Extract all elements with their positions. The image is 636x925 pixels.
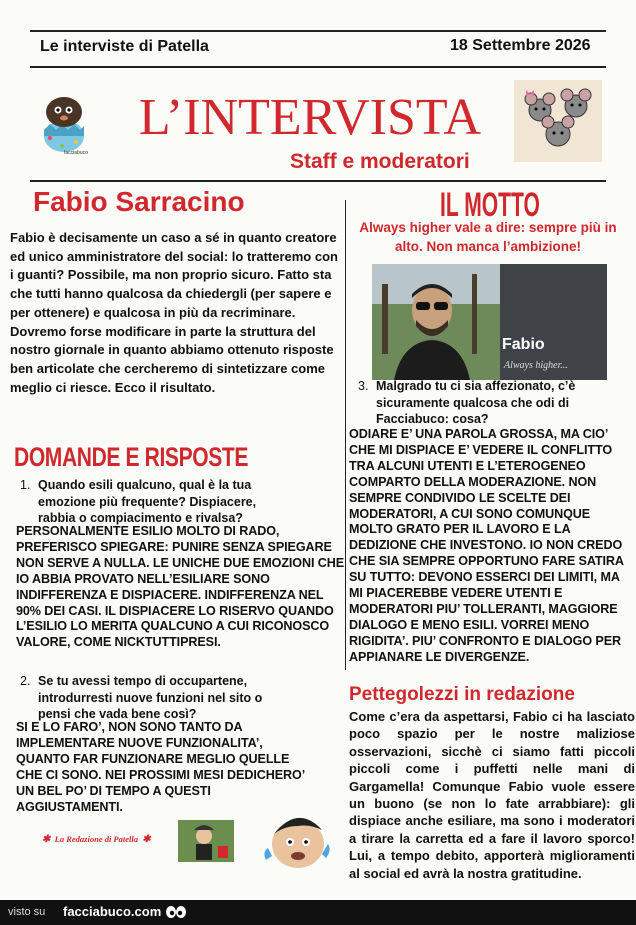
intro-paragraph: Fabio è decisamente un caso a sé in quanto creatore ed unico amministratore del social: lo tratteremo con i guanti? Possibile, ma non proprio sicuro. Fatto sta che tutti hanno qualcosa da chiedergli (per sapere e per ottenere) e qualcosa in più da recriminare. Dovremo forse modificare in parte la struttura del nostro giornale in quanto abbiamo ottenuto risposte ben articolate che cercheremo di sintetizzare come meglio ci riesce. Ecco il risultato. [10, 230, 338, 395]
masthead-title: L’INTERVISTA [138, 89, 482, 146]
header-rule [30, 66, 606, 68]
interviewee-name: Fabio Sarracino [33, 186, 245, 217]
interviewee-photo [372, 264, 607, 380]
hedgehog-egg-icon [36, 90, 92, 158]
mice-illustration [514, 80, 602, 162]
portrait-photo-icon [372, 264, 607, 380]
smurfs-cartoon [258, 800, 338, 880]
question-number: 1. [20, 478, 31, 492]
footer-brand-link[interactable]: facciabuco.com [63, 904, 162, 919]
top-rule [30, 30, 606, 32]
gargamel-icon [178, 820, 234, 862]
gossip-paragraph: Come c’era da aspettarsi, Fabio ci ha lasciato poco spazio per le nostre maliziose osservazioni, sicchè ci siamo fatti piccoli piccoli come i puffetti nelle mani di Gargamella! Comunque Fabio vuole essere un buono (se non lo fate arrabbiare): gli dispiace anche esiliare, ma sono i moderatori a tirare la carretta ed a fare il lavoro sporco! Lui, a tempo debito, apporterà miglioramenti al social ed avrà la nostra gratitudine. [349, 709, 635, 881]
star-icon: ✱ [142, 834, 151, 845]
question-number: 3. [358, 379, 369, 393]
question-1 [20, 477, 280, 527]
motto-text: Always higher vale a dire: sempre più in alto. Non manca l’ambizione! [359, 220, 617, 254]
eyes-logo-icon [165, 904, 187, 925]
answer-3: ODIARE E’ UNA PAROLA GROSSA, MA CIO’ CHE MI DISPIACE E’ VEDERE IL CONFLITTO TRA ALCUNI UTENTI E L’ETEROGENEO COMPARTO DELLA MODERAZIONE. NON SEMPRE CONDIVIDO LE SCELTE DEI MODERATORI, A CUI SONO COMUNQUE MOLTO GRATO PER IL LAVORO E LA DEDIZIONE CHE INVESTONO. IO NON CREDO CHE SIA SEMPRE OPPORTUNO FARE SATIRA SU TUTTO: DEVONO ESSERCI DEI LIMITI, MA MI PIACEREBBE VEDERE UTENTI E MODERATORI PIU’ TOLLERANTI, MAGGIORE DIALOGO E MENO ESILI. VORREI MENO RIGIDITA’. PIU’ CONFRONTO E DIALOGO PER APPIANARE LE DIVERGENZE. [349, 427, 624, 664]
question-3 [358, 378, 628, 428]
star-icon: ✱ [42, 834, 51, 845]
footer-bar [0, 900, 636, 925]
column-name: Le interviste di Patella [40, 38, 209, 55]
gargamel-cartoon [178, 820, 234, 862]
column-divider [345, 200, 346, 670]
question-text: Malgrado tu ci sia affezionato, c’è sicuramente qualcosa che odi di Facciabuco: cosa? [376, 379, 576, 426]
photo-caption-name: Fabio [502, 336, 545, 353]
answer-2: SI E LO FARO’, NON SONO TANTO DA IMPLEMENTARE NUOVE FUNZIONALITA’, QUANTO FAR FUNZIONARE MEGLIO QUELLE CHE CI SONO. NEI PROSSIMI MESI DEDICHERO’ UN BEL PO’ DI TEMPO A QUESTI AGGIUSTAMENTI. [16, 720, 305, 814]
signature-text: La Redazione di Patella [54, 834, 138, 844]
issue-date: 18 Settembre 2026 [450, 37, 591, 54]
footer-prefix: visto su [8, 906, 46, 918]
gossip-title: Pettegolezzi in redazione [349, 684, 575, 705]
question-2 [20, 673, 290, 723]
motto-title: IL MOTTO [440, 186, 540, 224]
question-text: Quando esili qualcuno, qual è la tua emozione più frequente? Dispiacere, rabbia o compiacimento e rivalsa? [38, 478, 257, 525]
smurf-icon [258, 800, 338, 880]
masthead-subtitle: Staff e moderatori [290, 150, 470, 173]
question-text: Se tu avessi tempo di occupartene, introdurresti nuove funzioni nel sito o pensi che vada bene così? [38, 674, 263, 721]
question-number: 2. [20, 674, 31, 688]
editorial-signature [42, 834, 151, 845]
photo-caption-sub: Always higher... [504, 360, 568, 371]
facciabuco-logo [36, 90, 92, 158]
mice-icon [514, 80, 602, 162]
logo-caption: facciabuco [64, 150, 88, 156]
masthead-rule [30, 180, 606, 182]
qa-section-title: DOMANDE E RISPOSTE [14, 442, 249, 472]
answer-1: PERSONALMENTE ESILIO MOLTO DI RADO, PREFERISCO SPIEGARE: PUNIRE SENZA SPIEGARE NON SERVE A NULLA. LE UNICHE DUE EMOZIONI CHE IO ABBIA PROVATO NELL’ESILIARE SONO INDIFFERENZA E DISPIACERE. INDIFFERENZA NEL 90% DEI CASI. IL DISPIACERE LO RISERVO QUANDO L’ESILIO LO MERITA QUALCUNO A CUI RICONOSCO VALORE, COME NICKTUTTIPRESI. [16, 524, 345, 650]
